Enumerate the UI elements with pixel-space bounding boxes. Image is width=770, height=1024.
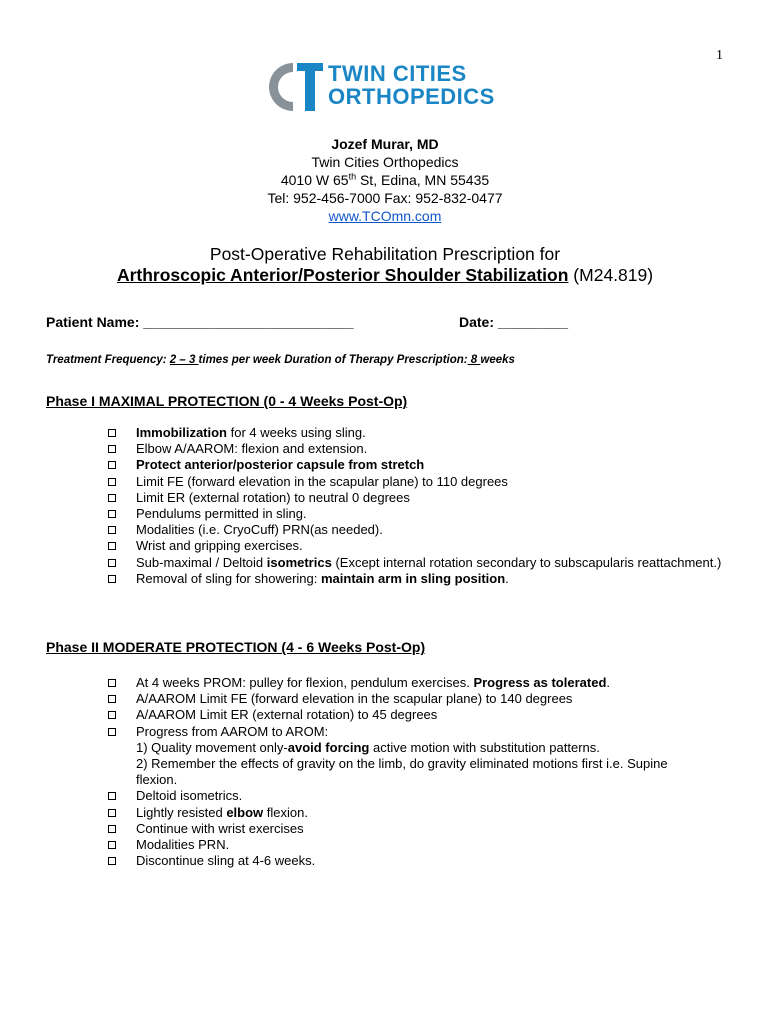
tco-logo xyxy=(264,62,504,112)
item-text: Discontinue sling at 4-6 weeks. xyxy=(136,853,316,869)
logo-line-2: ORTHOPEDICS xyxy=(328,84,495,109)
list-item xyxy=(108,522,728,538)
title-line-1: Post-Operative Rehabilitation Prescription for xyxy=(209,244,561,264)
list-item xyxy=(108,788,728,804)
checkbox-icon[interactable] xyxy=(108,494,116,502)
checkbox-icon[interactable] xyxy=(108,711,116,719)
frequency-value: 2 – 3 xyxy=(169,354,199,366)
address-suffix: th xyxy=(348,171,357,182)
phase-2-title: Phase II MODERATE PROTECTION (4 - 6 Weeks Post-Op) xyxy=(46,639,426,655)
checkbox-icon[interactable] xyxy=(108,559,116,567)
item-text: Progress from AAROM to AROM: xyxy=(136,723,329,739)
patient-name-blank: ___________________________ xyxy=(143,314,354,330)
list-item xyxy=(108,691,728,707)
item-text: A/AAROM Limit FE (forward elevation in the scapular plane) to 140 degrees xyxy=(136,691,573,707)
checkbox-icon[interactable] xyxy=(108,825,116,833)
frequency-unit: times per week xyxy=(198,354,282,366)
phase-1-list xyxy=(108,425,728,587)
letterhead xyxy=(0,135,770,225)
list-item xyxy=(108,538,728,554)
list-item xyxy=(108,675,728,691)
patient-name-label: Patient Name: xyxy=(46,314,140,330)
checkbox-icon[interactable] xyxy=(108,478,116,486)
list-sub-item xyxy=(108,740,728,756)
duration-value: 8 xyxy=(467,354,481,366)
page-number: 1 xyxy=(716,48,723,63)
item-text: Pendulums permitted in sling. xyxy=(136,506,307,522)
item-text: flexion. xyxy=(263,804,308,820)
title-procedure: Arthroscopic Anterior/Posterior Shoulder Stabilization xyxy=(116,265,569,285)
list-item xyxy=(108,441,728,457)
item-text-bold: elbow xyxy=(226,804,264,820)
list-item xyxy=(108,555,728,571)
item-text: . xyxy=(505,570,509,586)
item-text: flexion. xyxy=(136,772,178,788)
item-text: Removal of sling for showering: xyxy=(136,570,321,586)
list-item xyxy=(108,506,728,522)
doctor-name: Jozef Murar, MD xyxy=(331,136,439,152)
list-item xyxy=(108,425,728,441)
address-city: St, Edina, MN 55435 xyxy=(356,172,490,188)
logo-wordmark xyxy=(328,62,495,108)
duration-label: Duration of Therapy Prescription: xyxy=(281,354,468,366)
checkbox-icon[interactable] xyxy=(108,461,116,469)
address xyxy=(0,171,770,189)
list-item xyxy=(108,474,728,490)
checkbox-icon[interactable] xyxy=(108,575,116,583)
logo-line-1: TWIN CITIES xyxy=(328,61,467,86)
item-text: Lightly resisted xyxy=(136,804,227,820)
item-text: Elbow A/AAROM: flexion and extension. xyxy=(136,441,368,457)
checkbox-icon[interactable] xyxy=(108,526,116,534)
checkbox-icon[interactable] xyxy=(108,695,116,703)
frequency-label: Treatment Frequency: xyxy=(46,354,170,366)
item-text-bold: Immobilization xyxy=(136,425,227,440)
item-text: 1) Quality movement only- xyxy=(136,739,288,755)
checkbox-icon[interactable] xyxy=(108,445,116,453)
list-item xyxy=(108,821,728,837)
list-item xyxy=(108,853,728,869)
item-text-bold: maintain arm in sling position xyxy=(320,570,506,586)
title-code: (M24.819) xyxy=(568,265,654,285)
checkbox-icon[interactable] xyxy=(108,542,116,550)
date-label: Date: xyxy=(459,314,495,330)
treatment-frequency xyxy=(46,354,515,366)
website-link[interactable]: www.TCOmn.com xyxy=(328,208,442,224)
list-item xyxy=(108,457,728,473)
list-sub-item xyxy=(108,756,728,772)
item-text: Modalities PRN. xyxy=(136,837,230,853)
checkbox-icon[interactable] xyxy=(108,857,116,865)
checkbox-icon[interactable] xyxy=(108,429,116,437)
checkbox-icon[interactable] xyxy=(108,510,116,518)
practice-name: Twin Cities Orthopedics xyxy=(311,154,459,170)
list-item xyxy=(108,707,728,723)
date-field[interactable] xyxy=(459,314,568,330)
item-text: 2) Remember the effects of gravity on the limb, do gravity eliminated motions first i.e. Supine xyxy=(136,756,668,772)
phase-1-title: Phase I MAXIMAL PROTECTION (0 - 4 Weeks Post-Op) xyxy=(46,393,408,409)
tco-logo-mark-icon xyxy=(264,62,324,112)
item-text: Limit FE (forward elevation in the scapular plane) to 110 degrees xyxy=(136,473,508,489)
list-item xyxy=(108,571,728,587)
checkbox-icon[interactable] xyxy=(108,728,116,736)
item-text-bold: Protect anterior/posterior capsule from stretch xyxy=(136,457,425,473)
address-street: 4010 W 65 xyxy=(280,172,349,188)
item-text: Limit ER (external rotation) to neutral 0 degrees xyxy=(136,489,410,505)
checkbox-icon[interactable] xyxy=(108,809,116,817)
duration-unit: weeks xyxy=(480,354,515,366)
checkbox-icon[interactable] xyxy=(108,841,116,849)
item-text: Wrist and gripping exercises. xyxy=(136,538,303,554)
checkbox-icon[interactable] xyxy=(108,679,116,687)
patient-name-field[interactable] xyxy=(46,314,353,330)
item-text: Continue with wrist exercises xyxy=(136,820,304,836)
item-text: . xyxy=(606,675,611,690)
phase-2-list xyxy=(108,675,728,869)
item-text: Sub-maximal / Deltoid xyxy=(136,554,267,570)
item-text-bold: avoid forcing xyxy=(287,739,370,755)
item-text: A/AAROM Limit ER (external rotation) to 45 degrees xyxy=(136,707,438,723)
list-item xyxy=(108,490,728,506)
document-title xyxy=(0,244,770,286)
list-item xyxy=(108,805,728,821)
list-item xyxy=(108,724,728,740)
item-text: for 4 weeks using sling. xyxy=(227,425,366,440)
item-text-bold: isometrics xyxy=(266,554,332,570)
item-text: At 4 weeks PROM: pulley for flexion, pendulum exercises. xyxy=(136,675,474,690)
item-text: Modalities (i.e. CryoCuff) PRN(as needed). xyxy=(136,522,383,538)
list-sub-item xyxy=(108,772,728,788)
list-item xyxy=(108,837,728,853)
item-text-bold: Progress as tolerated xyxy=(473,675,607,690)
item-text: (Except internal rotation secondary to subscapularis reattachment.) xyxy=(331,554,722,570)
checkbox-icon[interactable] xyxy=(108,792,116,800)
date-blank: _________ xyxy=(497,314,568,330)
item-text: Deltoid isometrics. xyxy=(136,788,243,804)
item-text: active motion with substitution patterns. xyxy=(369,739,600,755)
phone-fax: Tel: 952-456-7000 Fax: 952-832-0477 xyxy=(267,190,503,206)
